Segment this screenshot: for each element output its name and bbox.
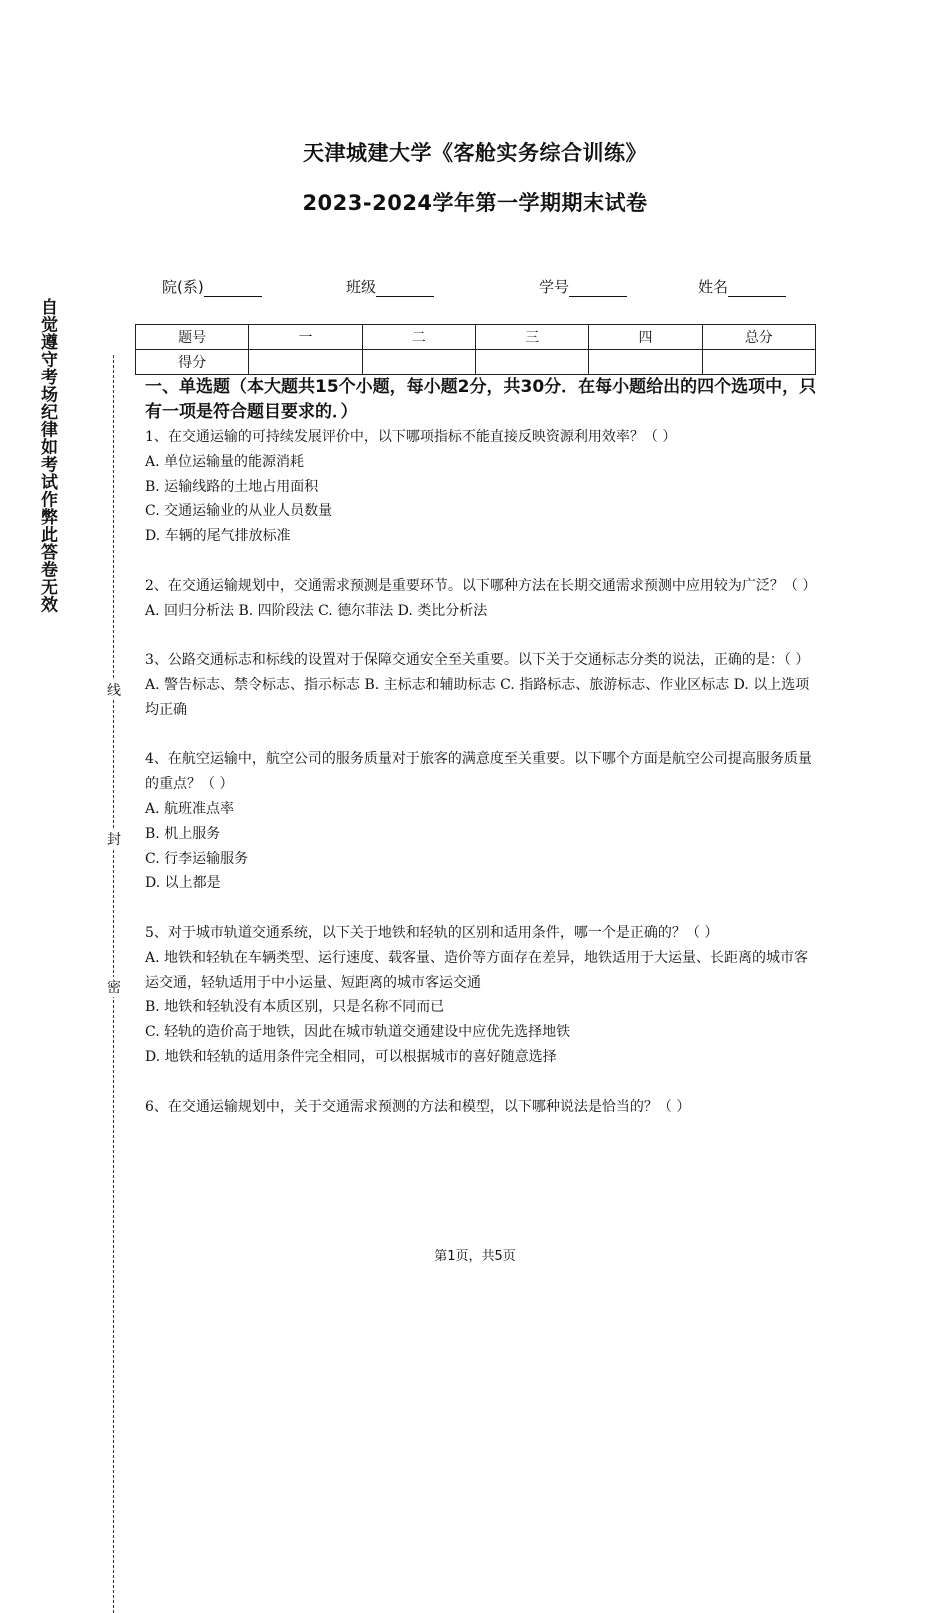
question-option[interactable]: B. 地铁和轻轨没有本质区别，只是名称不同而已 — [145, 999, 445, 1016]
student-id-label: 学号 — [539, 278, 570, 296]
score-table-header-row — [136, 325, 816, 350]
question-3 — [145, 648, 817, 722]
question-1 — [145, 425, 817, 549]
section-heading: 一、单选题（本大题共15个小题，每小题2分，共30分．在每小题给出的四个选项中，只有一项是符合题目要求的．） — [145, 377, 817, 422]
seal-char-seal: 封 — [106, 829, 122, 849]
student-id-field — [539, 276, 627, 297]
score-table-cell: 得分 — [136, 350, 249, 375]
department-label: 院(系) — [162, 278, 204, 296]
question-4 — [145, 747, 817, 896]
class-label: 班级 — [346, 278, 377, 296]
question-option[interactable]: A. 单位运输量的能源消耗 — [145, 453, 305, 470]
question-option[interactable]: A. 回归分析法 B. 四阶段法 C. 德尔菲法 D. 类比分析法 — [145, 602, 488, 619]
question-option[interactable]: A. 地铁和轻轨在车辆类型、运行速度、载客量、造价等方面存在差异，地铁适用于大运量、长距离的城市客运交通，轻轨适用于中小运量、短距离的城市客运交通 — [145, 949, 809, 991]
question-option[interactable]: B. 运输线路的土地占用面积 — [145, 478, 319, 495]
name-field — [698, 276, 786, 297]
score-entry-cell[interactable] — [362, 350, 475, 375]
name-label: 姓名 — [698, 278, 729, 296]
exam-discipline-notice: 自觉遵守考场纪律如考试作弊此答卷无效 — [37, 298, 57, 613]
score-table — [135, 324, 816, 375]
question-option[interactable]: D. 车辆的尾气排放标准 — [145, 528, 291, 545]
question-option[interactable]: D. 地铁和轻轨的适用条件完全相同，可以根据城市的喜好随意选择 — [145, 1048, 557, 1065]
score-table-cell: 四 — [589, 325, 702, 350]
score-entry-cell[interactable] — [475, 350, 588, 375]
seal-char-close: 密 — [106, 977, 122, 997]
exam-subtitle: 2023-2024学年第一学期期末试卷 — [302, 191, 648, 215]
question-6 — [145, 1095, 817, 1120]
class-blank[interactable] — [376, 279, 434, 297]
question-5 — [145, 921, 817, 1070]
score-table-cell: 三 — [475, 325, 588, 350]
question-option[interactable]: A. 警告标志、禁令标志、指示标志 B. 主标志和辅助标志 C. 指路标志、旅游标志、作业区标志 D. 以上选项均正确 — [145, 676, 810, 718]
question-option[interactable]: C. 轻轨的造价高于地铁，因此在城市轨道交通建设中应优先选择地铁 — [145, 1024, 571, 1041]
score-table-cell: 总分 — [702, 325, 815, 350]
score-table-score-row — [136, 350, 816, 375]
question-list — [145, 425, 817, 1144]
page-footer: 第1页，共5页 — [434, 1249, 516, 1264]
student-info-row — [0, 276, 950, 298]
score-table-cell: 题号 — [136, 325, 249, 350]
question-stem: 6、在交通运输规划中，关于交通需求预测的方法和模型，以下哪种说法是恰当的？（ ） — [145, 1098, 691, 1115]
exam-title: 天津城建大学《客舱实务综合训练》 — [303, 141, 647, 165]
department-blank[interactable] — [204, 279, 262, 297]
question-2 — [145, 574, 817, 624]
question-stem: 5、对于城市轨道交通系统，以下关于地铁和轻轨的区别和适用条件，哪一个是正确的？（ ） — [145, 924, 719, 941]
question-option[interactable]: B. 机上服务 — [145, 825, 221, 842]
question-option[interactable]: D. 以上都是 — [145, 875, 221, 892]
score-table-cell: 二 — [362, 325, 475, 350]
score-entry-cell[interactable] — [702, 350, 815, 375]
seal-char-line: 线 — [106, 680, 122, 700]
department-field — [162, 276, 262, 297]
question-stem: 1、在交通运输的可持续发展评价中，以下哪项指标不能直接反映资源利用效率？（ ） — [145, 429, 677, 445]
question-option[interactable]: C. 行李运输服务 — [145, 850, 249, 867]
question-option[interactable]: C. 交通运输业的从业人员数量 — [145, 503, 333, 520]
name-blank[interactable] — [728, 279, 786, 297]
class-field — [346, 276, 434, 297]
question-stem: 3、公路交通标志和标线的设置对于保障交通安全至关重要。以下关于交通标志分类的说法，正确的是：（ ） — [145, 652, 810, 669]
score-entry-cell[interactable] — [589, 350, 702, 375]
question-stem: 4、在航空运输中，航空公司的服务质量对于旅客的满意度至关重要。以下哪个方面是航空公司提高服务质量的重点？（ ） — [145, 751, 812, 793]
question-option[interactable]: A. 航班准点率 — [145, 800, 235, 817]
student-id-blank[interactable] — [569, 279, 627, 297]
score-table-cell: 一 — [249, 325, 362, 350]
question-stem: 2、在交通运输规划中，交通需求预测是重要环节。以下哪种方法在长期交通需求预测中应用较为广泛？（ ） — [145, 577, 817, 594]
score-entry-cell[interactable] — [249, 350, 362, 375]
